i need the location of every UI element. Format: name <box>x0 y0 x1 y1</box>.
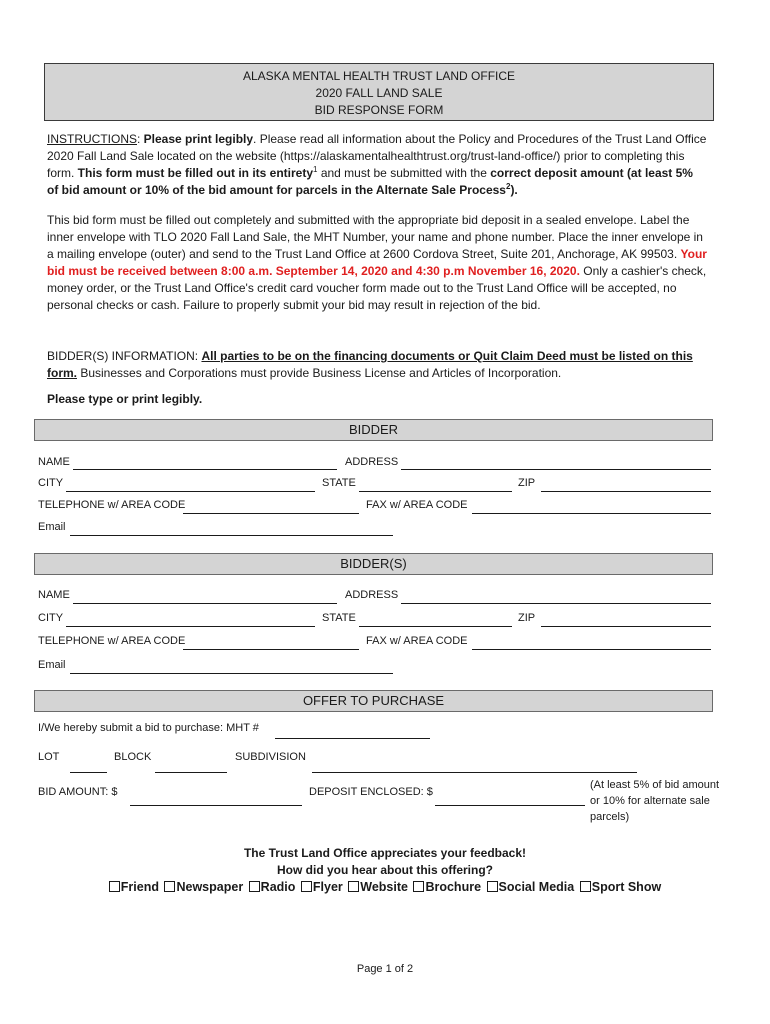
mht-number-field[interactable] <box>275 738 430 739</box>
submission-text: This bid form must be filled out completely and submitted with the appropriate bid deposit in a sealed envelope. Label the inner envelope with TLO 2020 Fall Land Sale, the MHT Number, your name and phone number. Place the inner envelope in a mailing envelope (outer) and send to the Trust Land Office at 2600 Cordova Street, Suite 201, Anchorage, AK 99503. <box>47 213 703 261</box>
deposit-close: ). <box>510 183 518 197</box>
bidder-info-paragraph <box>47 348 707 382</box>
block-label: BLOCK <box>114 751 152 763</box>
bidder1-telephone-field[interactable] <box>183 513 359 514</box>
deposit-field[interactable] <box>435 805 585 806</box>
footnote-2: 2 <box>505 182 511 191</box>
bidder1-fax-label: FAX w/ AREA CODE <box>366 499 468 511</box>
header-sale: 2020 FALL LAND SALE <box>315 86 443 100</box>
instructions-colon: : <box>137 132 144 146</box>
deadline-text: Your bid must be received between 8:00 a.m. September 14, 2020 and 4:30 p.m November 16, 2020. <box>47 247 707 278</box>
header-form-title: BID RESPONSE FORM <box>314 103 444 117</box>
option-label: Brochure <box>425 880 482 894</box>
bidder1-fax-field[interactable] <box>472 513 711 514</box>
subdivision-label: SUBDIVISION <box>235 751 306 763</box>
bidder2-zip-label: ZIP <box>518 612 536 624</box>
bidder1-zip-field[interactable] <box>541 491 711 492</box>
checkbox-icon[interactable] <box>580 881 591 892</box>
form-header <box>44 63 714 121</box>
checkbox-icon[interactable] <box>348 881 359 892</box>
bidder2-city-label: CITY <box>38 612 64 624</box>
mht-label: I/We hereby submit a bid to purchase: MHT # <box>38 722 259 734</box>
business-text: Businesses and Corporations must provide Business License and Articles of Incorporation. <box>77 366 562 380</box>
bidder2-fax-label: FAX w/ AREA CODE <box>366 635 468 647</box>
lot-label: LOT <box>38 751 60 763</box>
option-label: Radio <box>260 880 296 894</box>
bidder1-name-label: NAME <box>38 456 70 468</box>
bidder2-name-label: NAME <box>38 589 70 601</box>
header-org: ALASKA MENTAL HEALTH TRUST LAND OFFICE <box>242 69 516 83</box>
bidder2-address-label: ADDRESS <box>345 589 399 601</box>
bidder-info-label: BIDDER(S) INFORMATION: <box>47 349 202 363</box>
type-print-note: Please type or print legibly. <box>47 392 203 406</box>
feedback-question: How did you hear about this offering? <box>277 863 493 877</box>
instructions-text-2: and must be submitted with the <box>317 166 491 180</box>
checkbox-icon[interactable] <box>109 881 120 892</box>
submission-paragraph <box>47 212 707 314</box>
checkbox-icon[interactable] <box>164 881 175 892</box>
bidder2-city-field[interactable] <box>66 626 315 627</box>
bidder1-address-label: ADDRESS <box>345 456 399 468</box>
all-parties-text: All parties to be on the financing documents or Quit Claim Deed must be listed on this form. <box>47 349 693 380</box>
subdivision-field[interactable] <box>312 772 637 773</box>
instructions-label: INSTRUCTIONS <box>47 132 137 146</box>
bidder1-telephone-label: TELEPHONE w/ AREA CODE <box>38 499 186 511</box>
option-label: Newspaper <box>176 880 244 894</box>
feedback-title: The Trust Land Office appreciates your feedback! <box>243 846 527 860</box>
bidder1-city-field[interactable] <box>66 491 315 492</box>
bidder1-zip-label: ZIP <box>518 477 536 489</box>
bidder2-telephone-field[interactable] <box>183 649 359 650</box>
bidder2-fax-field[interactable] <box>472 649 711 650</box>
bidder2-name-field[interactable] <box>73 603 337 604</box>
bidder2-state-field[interactable] <box>359 626 512 627</box>
offer-section-header: OFFER TO PURCHASE <box>34 690 713 712</box>
option-sport-show[interactable] <box>580 880 661 894</box>
deposit-note: (At least 5% of bid amount or 10% for alternate sale parcels) <box>590 779 720 823</box>
footnote-1: 1 <box>313 165 318 174</box>
option-social-media[interactable] <box>487 880 575 894</box>
checkbox-icon[interactable] <box>249 881 260 892</box>
lot-field[interactable] <box>70 772 107 773</box>
option-label: Social Media <box>498 880 575 894</box>
bid-amount-field[interactable] <box>130 805 302 806</box>
bidder-section-header: BIDDER <box>34 419 713 441</box>
block-field[interactable] <box>155 772 227 773</box>
option-friend[interactable] <box>109 880 159 894</box>
bidder2-state-label: STATE <box>322 612 356 624</box>
checkbox-icon[interactable] <box>301 881 312 892</box>
bidder2-email-label: Email <box>38 659 66 671</box>
bidder2-zip-field[interactable] <box>541 626 711 627</box>
bid-amount-label: BID AMOUNT: $ <box>38 786 118 798</box>
option-flyer[interactable] <box>301 880 343 894</box>
bidder2-address-field[interactable] <box>401 603 711 604</box>
option-label: Flyer <box>312 880 343 894</box>
payment-text: Only a cashier's check, money order, or the Trust Land Office's credit card voucher form made out to the Trust Land Office will be accepted, no personal checks or cash. Failure to properly submit your bid may result in rejection of the bid. <box>47 264 707 312</box>
bidder1-state-field[interactable] <box>359 491 512 492</box>
deposit-label: DEPOSIT ENCLOSED: $ <box>309 786 433 798</box>
option-newspaper[interactable] <box>164 880 243 894</box>
bidder2-telephone-label: TELEPHONE w/ AREA CODE <box>38 635 186 647</box>
checkbox-icon[interactable] <box>413 881 424 892</box>
bidder1-name-field[interactable] <box>73 469 337 470</box>
instructions-text-1: . Please read all information about the Policy and Procedures of the Trust Land Office 2020 Fall Land Sale located on the website (https://alaskamentalhealthtrust.org/trust-land-office/) prior to completing this form. <box>47 132 707 180</box>
entirety-text: This form must be filled out in its entirety <box>77 166 314 180</box>
bidder2-email-field[interactable] <box>70 673 393 674</box>
bidder1-state-label: STATE <box>322 477 356 489</box>
deposit-requirement-text: correct deposit amount (at least 5% of bid amount or 10% of the bid amount for parcels in the Alternate Sale Process <box>47 166 693 197</box>
bidder1-address-field[interactable] <box>401 469 711 470</box>
bidder1-email-field[interactable] <box>70 535 393 536</box>
option-label: Friend <box>120 880 159 894</box>
option-radio[interactable] <box>249 880 296 894</box>
bidder1-city-label: CITY <box>38 477 64 489</box>
feedback-options <box>0 880 770 894</box>
print-legibly-text: Please print legibly <box>143 132 254 146</box>
option-label: Sport Show <box>591 880 662 894</box>
bidder1-email-label: Email <box>38 521 66 533</box>
option-brochure[interactable] <box>413 880 481 894</box>
instructions-paragraph <box>47 131 707 199</box>
page-number: Page 1 of 2 <box>356 963 414 975</box>
option-label: Website <box>360 880 408 894</box>
checkbox-icon[interactable] <box>487 881 498 892</box>
bidders-section-header: BIDDER(S) <box>34 553 713 575</box>
option-website[interactable] <box>348 880 408 894</box>
